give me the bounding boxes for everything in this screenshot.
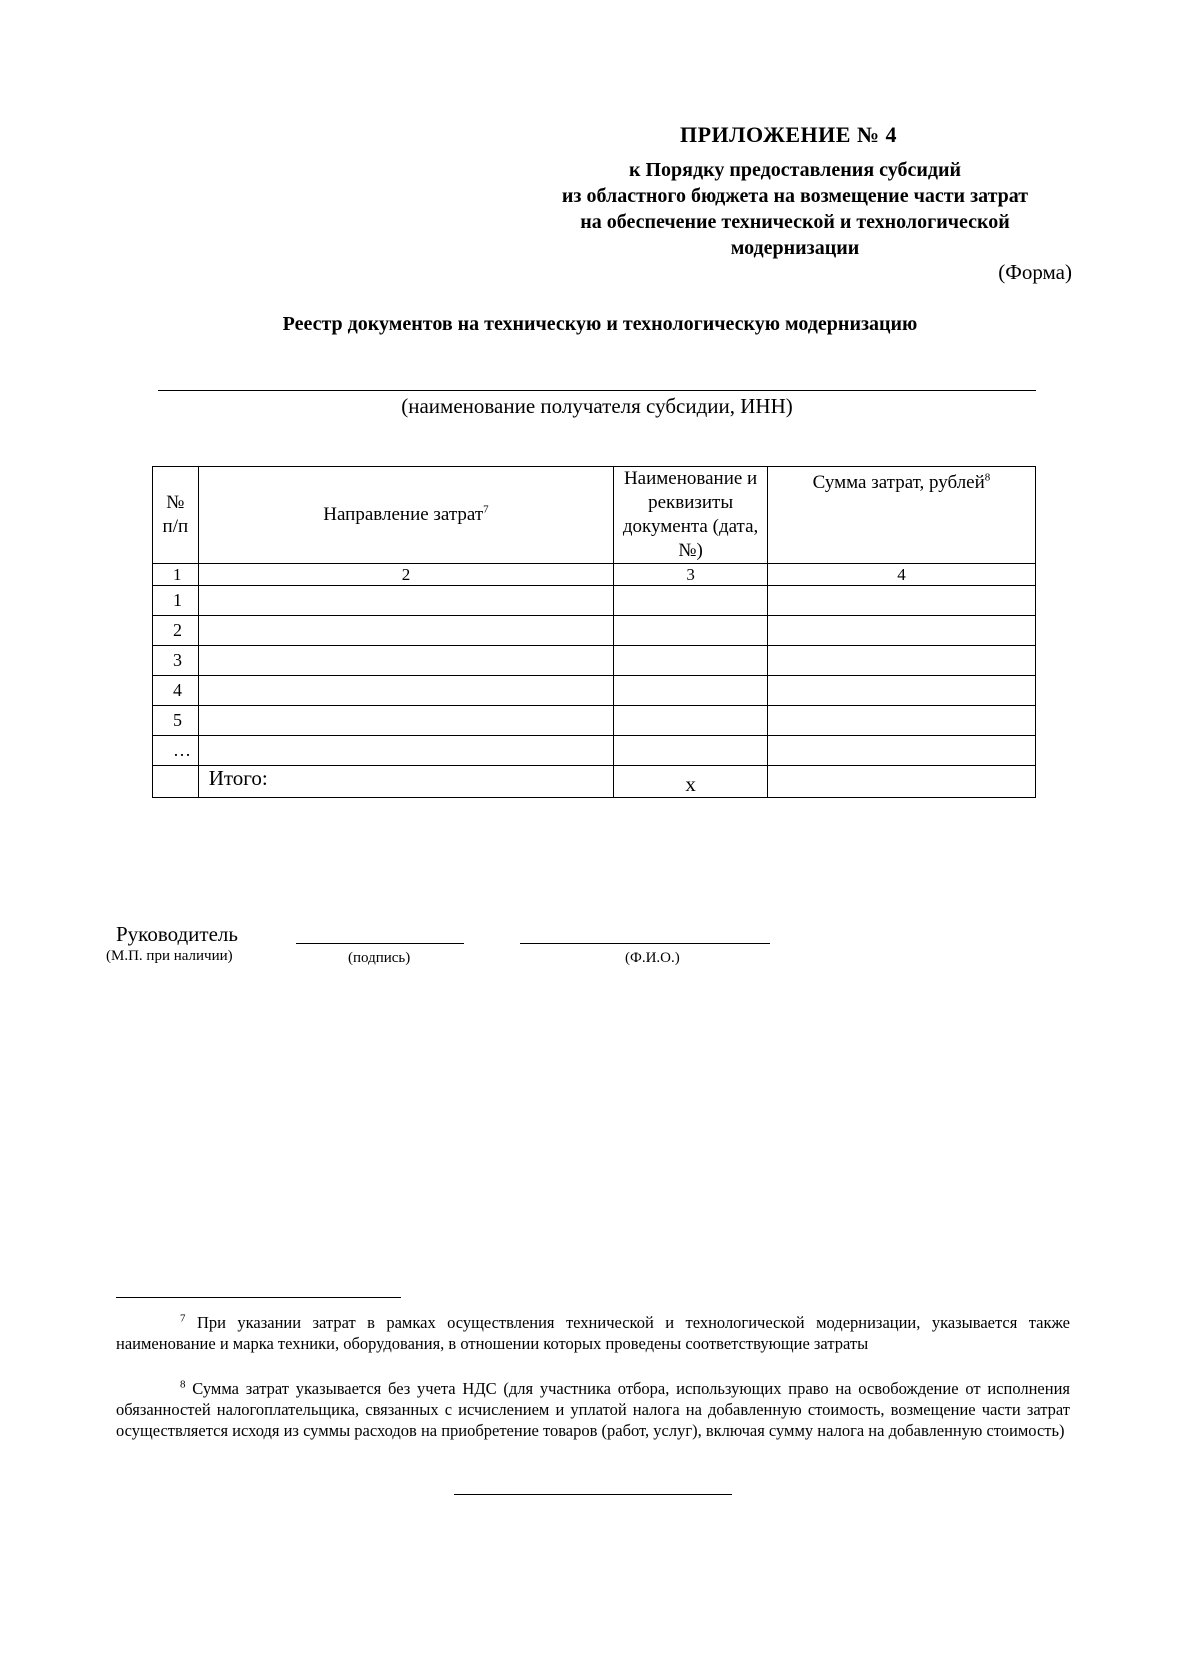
direction-cell[interactable] — [198, 586, 614, 616]
direction-cell[interactable] — [198, 616, 614, 646]
column-number: 2 — [198, 564, 614, 586]
document-cell[interactable] — [614, 706, 768, 736]
row-number: … — [153, 736, 199, 766]
table-row — [153, 646, 1036, 676]
document-cell[interactable] — [614, 676, 768, 706]
footnote-7-text: При указании затрат в рамках осуществления технической и технологической модернизации, указывается также наименование и марка техники, оборудования, в отношении которых проведены соответствующие затраты — [116, 1313, 1071, 1353]
table-row — [153, 586, 1036, 616]
stamp-label: (М.П. при наличии) — [106, 948, 233, 964]
total-document-cell: х — [614, 766, 768, 798]
header-number: № п/п — [153, 467, 199, 564]
total-row — [153, 766, 1036, 798]
column-number-row — [153, 564, 1036, 586]
column-number: 1 — [153, 564, 199, 586]
row-number: 3 — [153, 646, 199, 676]
row-number: 2 — [153, 616, 199, 646]
direction-cell[interactable] — [198, 706, 614, 736]
sum-cell[interactable] — [767, 706, 1035, 736]
row-number: 5 — [153, 706, 199, 736]
footnote-7-mark: 7 — [180, 1312, 186, 1325]
document-title: Реестр документов на техническую и технологическую модернизацию — [282, 313, 918, 335]
total-label: Итого: — [198, 766, 614, 798]
sum-cell[interactable] — [767, 676, 1035, 706]
sum-cell[interactable] — [767, 586, 1035, 616]
end-separator — [454, 1494, 732, 1495]
signature-line[interactable] — [296, 943, 464, 944]
column-number: 4 — [767, 564, 1035, 586]
head-label: Руководитель — [116, 922, 238, 946]
direction-cell[interactable] — [198, 646, 614, 676]
signature-caption: (подпись) — [348, 950, 411, 966]
header-sum-label: Сумма затрат, рублей — [812, 472, 985, 493]
table-header-row — [153, 467, 1036, 564]
form-label: (Форма) — [998, 260, 1072, 284]
recipient-name-line[interactable] — [158, 390, 1036, 391]
document-cell[interactable] — [614, 616, 768, 646]
table-row — [153, 736, 1036, 766]
footnote-8 — [116, 1378, 1070, 1441]
footnote-8-mark: 8 — [180, 1378, 186, 1391]
total-sum-cell[interactable] — [767, 766, 1035, 798]
footnote-ref-8[interactable]: 8 — [984, 471, 991, 484]
header-sum — [767, 467, 1035, 564]
total-empty-cell — [153, 766, 199, 798]
appendix-line: на обеспечение технической и технологической — [580, 211, 1010, 233]
register-table — [152, 466, 1036, 798]
footnote-8-text: Сумма затрат указывается без учета НДС (для участника отбора, использующих право на освобождение от исполнения обязанностей налогоплательщика, связанных с исчислением и уплатой налога на добавленную стоимость, возмещение части затрат осуществляется исходя из суммы расходов на приобретение товаров (работ, услуг), включая сумму налога на добавленную стоимость) — [116, 1379, 1070, 1440]
table-row — [153, 706, 1036, 736]
appendix-title: ПРИЛОЖЕНИЕ № 4 — [680, 122, 898, 147]
table-row — [153, 676, 1036, 706]
document-cell[interactable] — [614, 586, 768, 616]
header-direction-label: Направление затрат — [323, 504, 484, 525]
document-cell[interactable] — [614, 646, 768, 676]
row-number: 4 — [153, 676, 199, 706]
footnote-separator — [116, 1297, 401, 1298]
full-name-line[interactable] — [520, 943, 770, 944]
appendix-line: модернизации — [730, 237, 860, 259]
header-document: Наименование и реквизиты документа (дата, №) — [614, 467, 768, 564]
sum-cell[interactable] — [767, 646, 1035, 676]
appendix-line: из областного бюджета на возмещение части затрат — [561, 185, 1029, 207]
header-direction — [198, 467, 614, 564]
table-row — [153, 616, 1036, 646]
footnote-7 — [116, 1312, 1070, 1354]
recipient-caption: (наименование получателя субсидии, ИНН) — [401, 394, 793, 418]
full-name-caption: (Ф.И.О.) — [625, 950, 680, 966]
direction-cell[interactable] — [198, 676, 614, 706]
appendix-subtitle — [500, 157, 1090, 261]
sum-cell[interactable] — [767, 616, 1035, 646]
footnote-ref-7[interactable]: 7 — [483, 503, 489, 516]
sum-cell[interactable] — [767, 736, 1035, 766]
column-number: 3 — [614, 564, 768, 586]
appendix-line: к Порядку предоставления субсидий — [628, 159, 962, 181]
row-number: 1 — [153, 586, 199, 616]
document-cell[interactable] — [614, 736, 768, 766]
direction-cell[interactable] — [198, 736, 614, 766]
